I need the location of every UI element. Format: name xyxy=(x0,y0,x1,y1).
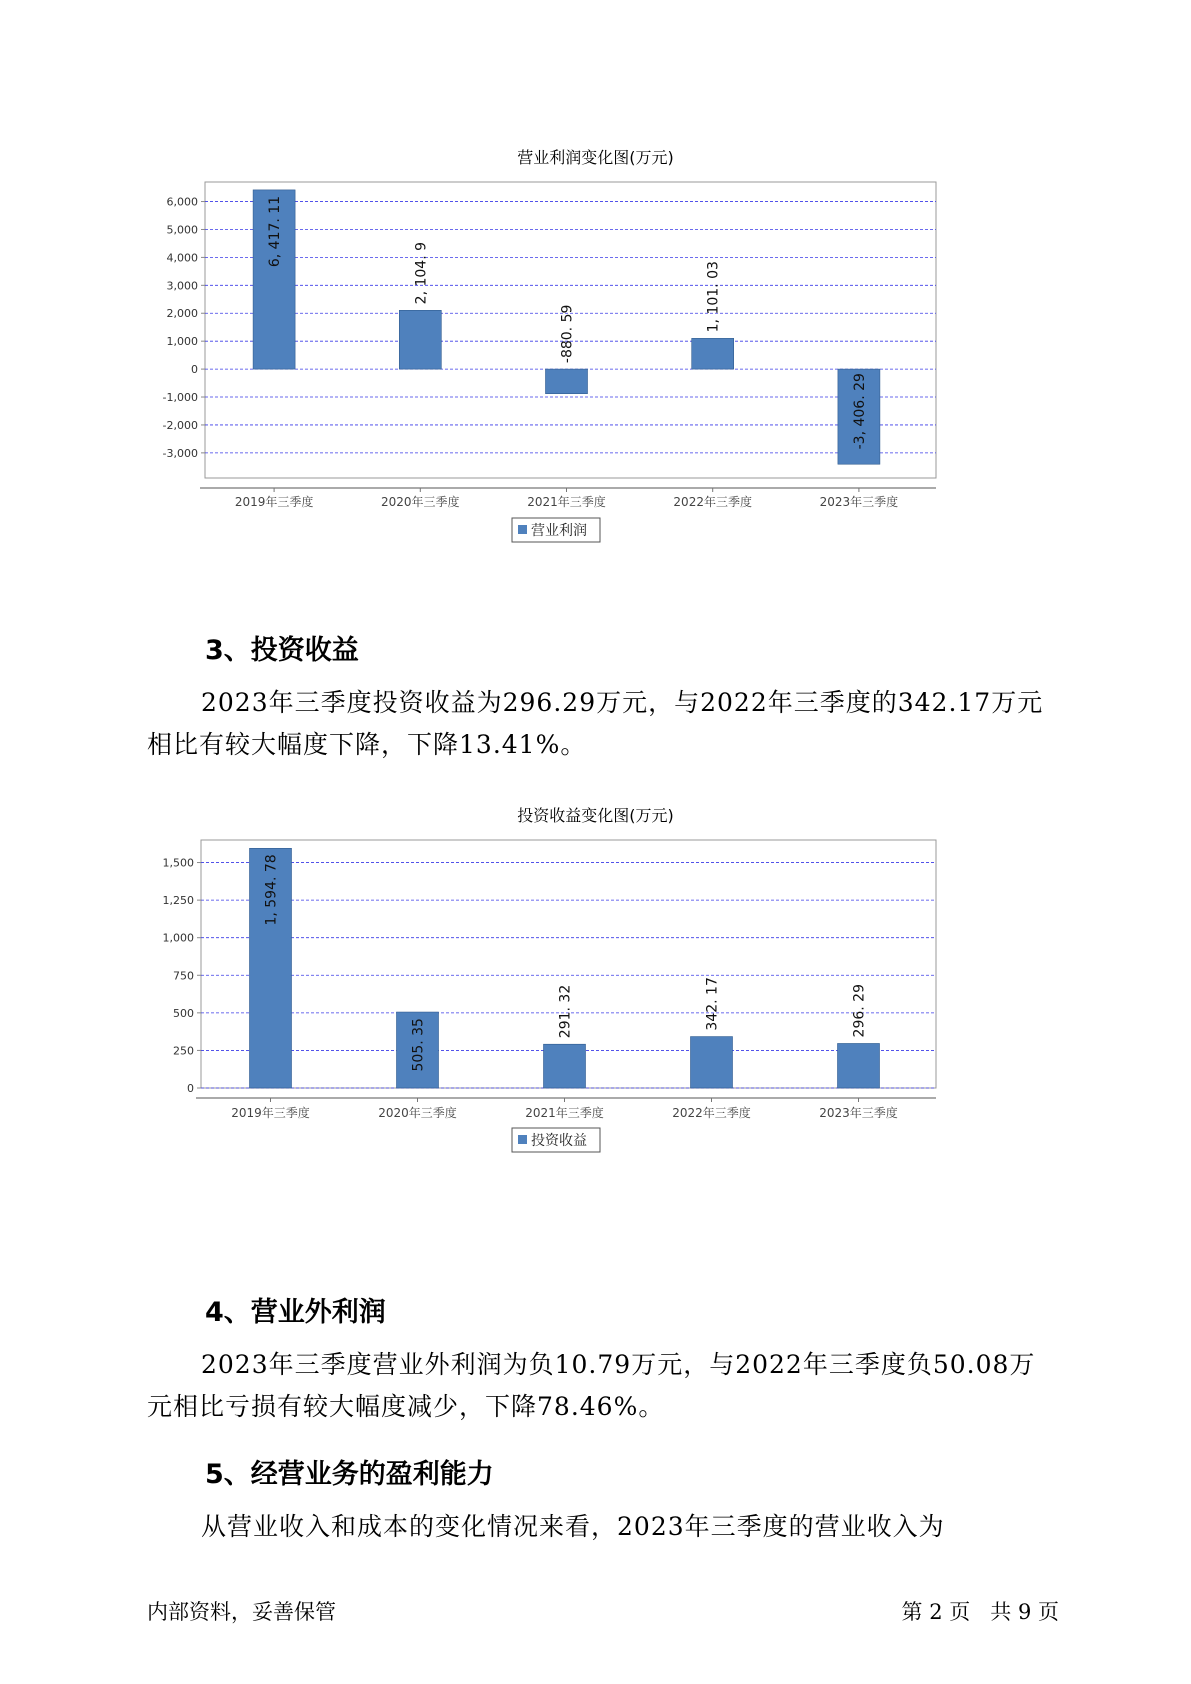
x-tick-label: 2021年三季度 xyxy=(527,495,606,509)
legend xyxy=(512,518,600,542)
paragraph-profitability xyxy=(147,1506,1052,1548)
footer-confidential-note: 内部资料，妥善保管 xyxy=(147,1600,336,1624)
bar xyxy=(544,1044,586,1088)
paragraph-line: 相比有较大幅度下降，下降13.41%。 xyxy=(147,730,587,759)
bar-value-label: -3, 406. 29 xyxy=(851,373,868,450)
bar xyxy=(691,1037,733,1088)
y-tick-label: 6,000 xyxy=(166,195,198,209)
x-tick-label: 2020年三季度 xyxy=(378,1106,457,1120)
y-tick-label: 5,000 xyxy=(166,223,198,237)
paragraph-non-operating-profit xyxy=(147,1344,1052,1428)
y-tick-label: -2,000 xyxy=(162,418,198,432)
bar-value-label: 296. 29 xyxy=(851,984,868,1038)
x-tick-label: 2023年三季度 xyxy=(819,495,899,509)
section-heading-non-operating-profit: 4、营业外利润 xyxy=(205,1297,386,1328)
legend-label: 营业利润 xyxy=(531,523,587,539)
y-tick-label: 1,500 xyxy=(162,856,194,870)
bar xyxy=(399,310,441,369)
chart-1-title: 营业利润变化图(万元) xyxy=(517,148,674,167)
bar xyxy=(838,1043,880,1088)
y-tick-label: 4,000 xyxy=(166,251,198,265)
legend-swatch xyxy=(518,525,527,534)
bar-value-label: -880. 59 xyxy=(559,304,576,364)
y-tick-label: 0 xyxy=(191,363,198,377)
bar-value-label: 291. 32 xyxy=(557,984,574,1039)
x-tick-label: 2020年三季度 xyxy=(381,495,460,509)
legend xyxy=(512,1128,600,1152)
paragraph-line: 元相比亏损有较大幅度减少，下降78.46%。 xyxy=(147,1392,665,1421)
section-heading-profitability: 5、经营业务的盈利能力 xyxy=(205,1459,494,1490)
y-tick-label: 500 xyxy=(173,1006,194,1020)
paragraph-line: 从营业收入和成本的变化情况来看，2023年三季度的营业收入为 xyxy=(201,1512,945,1541)
y-tick-label: 2,000 xyxy=(166,307,198,321)
section-heading-investment-income: 3、投资收益 xyxy=(205,635,359,666)
y-tick-label: -3,000 xyxy=(162,446,198,460)
x-tick-label: 2021年三季度 xyxy=(525,1106,604,1120)
x-tick-label: 2022年三季度 xyxy=(673,495,752,509)
bar-value-label: 1, 594. 78 xyxy=(263,854,280,926)
bar-value-label: 342. 17 xyxy=(704,977,721,1031)
y-tick-label: 1,000 xyxy=(162,931,194,945)
legend-label: 投资收益 xyxy=(531,1133,587,1149)
y-tick-label: 0 xyxy=(187,1082,194,1095)
y-tick-label: 1,250 xyxy=(162,894,194,908)
bar-value-label: 505. 35 xyxy=(410,1018,427,1072)
x-tick-label: 2022年三季度 xyxy=(672,1106,751,1120)
y-tick-label: 750 xyxy=(173,969,194,983)
investment-income-chart xyxy=(0,838,1191,1258)
x-tick-label: 2019年三季度 xyxy=(234,495,314,509)
bar-value-label: 1, 101. 03 xyxy=(705,261,722,333)
bar-value-label: 6, 417. 11 xyxy=(267,195,284,268)
paragraph-line: 2023年三季度投资收益为296.29万元，与2022年三季度的342.17万元 xyxy=(201,688,1044,717)
y-tick-label: 3,000 xyxy=(166,279,198,293)
operating-profit-chart xyxy=(0,180,1191,600)
footer-page-number: 第 2 页 共 9 页 xyxy=(901,1600,1059,1624)
y-tick-label: -1,000 xyxy=(162,391,198,405)
y-tick-label: 1,000 xyxy=(166,335,198,349)
legend-swatch xyxy=(518,1135,527,1144)
x-tick-label: 2023年三季度 xyxy=(819,1106,898,1120)
y-tick-label: 250 xyxy=(173,1044,194,1058)
chart-2-title: 投资收益变化图(万元) xyxy=(517,806,674,825)
bar xyxy=(546,369,588,394)
bar xyxy=(692,338,734,369)
bar-value-label: 2, 104. 9 xyxy=(413,241,430,305)
x-tick-label: 2019年三季度 xyxy=(231,1106,310,1120)
paragraph-investment-income xyxy=(147,682,1052,766)
paragraph-line: 2023年三季度营业外利润为负10.79万元，与2022年三季度负50.08万 xyxy=(201,1350,1036,1379)
